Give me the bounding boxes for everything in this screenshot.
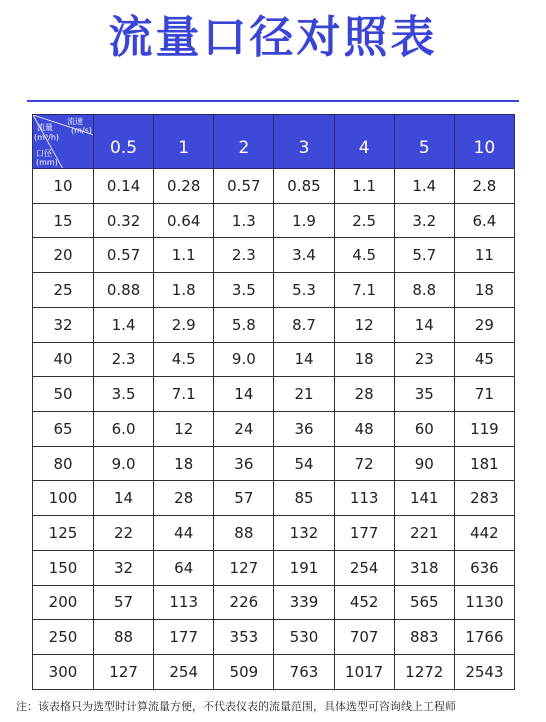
flow-value-cell: 14 — [94, 481, 154, 516]
diameter-cell: 150 — [33, 550, 94, 585]
flow-value-cell: 1.4 — [394, 169, 454, 204]
table-row — [33, 446, 515, 481]
diameter-cell: 15 — [33, 203, 94, 238]
flow-value-cell: 5.7 — [394, 238, 454, 273]
flow-value-cell: 509 — [214, 655, 274, 690]
flow-value-cell: 452 — [334, 585, 394, 620]
page-title: 流量口径对照表 — [108, 12, 438, 63]
flow-value-cell: 3.5 — [94, 377, 154, 412]
flow-value-cell: 71 — [454, 377, 514, 412]
table-row — [33, 377, 515, 412]
flow-value-cell: 177 — [154, 620, 214, 655]
flow-value-cell: 1.3 — [214, 203, 274, 238]
speed-header: 0.5 — [94, 115, 154, 169]
flow-value-cell: 2543 — [454, 655, 514, 690]
flow-value-cell: 636 — [454, 550, 514, 585]
table-row — [33, 481, 515, 516]
speed-header: 1 — [154, 115, 214, 169]
flow-value-cell: 21 — [274, 377, 334, 412]
flow-value-cell: 90 — [394, 446, 454, 481]
corner-diameter-label: 口径 — [36, 149, 52, 158]
table-row — [33, 550, 515, 585]
corner-flow-label: 流量 — [37, 123, 53, 132]
corner-flow-unit: (m³/h) — [34, 133, 60, 142]
flow-value-cell: 3.4 — [274, 238, 334, 273]
flow-value-cell: 0.57 — [214, 169, 274, 204]
corner-speed-unit: (m/s) — [71, 126, 92, 135]
flow-value-cell: 530 — [274, 620, 334, 655]
flow-value-cell: 7.1 — [154, 377, 214, 412]
flow-value-cell: 8.7 — [274, 307, 334, 342]
speed-header: 3 — [274, 115, 334, 169]
flow-value-cell: 254 — [334, 550, 394, 585]
flow-value-cell: 18 — [334, 342, 394, 377]
diameter-cell: 125 — [33, 516, 94, 551]
diameter-cell: 32 — [33, 307, 94, 342]
flow-value-cell: 442 — [454, 516, 514, 551]
flow-value-cell: 283 — [454, 481, 514, 516]
flow-value-cell: 254 — [154, 655, 214, 690]
table-row — [33, 585, 515, 620]
flow-value-cell: 18 — [454, 273, 514, 308]
table-row — [33, 273, 515, 308]
flow-value-cell: 353 — [214, 620, 274, 655]
flow-value-cell: 14 — [274, 342, 334, 377]
flow-value-cell: 88 — [94, 620, 154, 655]
flow-value-cell: 29 — [454, 307, 514, 342]
flow-value-cell: 11 — [454, 238, 514, 273]
flow-value-cell: 1.8 — [154, 273, 214, 308]
flow-value-cell: 1.9 — [274, 203, 334, 238]
diameter-cell: 20 — [33, 238, 94, 273]
flow-value-cell: 177 — [334, 516, 394, 551]
flow-value-cell: 14 — [394, 307, 454, 342]
flow-value-cell: 9.0 — [214, 342, 274, 377]
flow-value-cell: 565 — [394, 585, 454, 620]
flow-value-cell: 763 — [274, 655, 334, 690]
flow-value-cell: 64 — [154, 550, 214, 585]
table-body — [33, 169, 515, 690]
flow-value-cell: 0.88 — [94, 273, 154, 308]
flow-value-cell: 707 — [334, 620, 394, 655]
flow-value-cell: 0.64 — [154, 203, 214, 238]
table-row — [33, 238, 515, 273]
corner-cell — [33, 115, 94, 169]
flow-value-cell: 72 — [334, 446, 394, 481]
flow-value-cell: 181 — [454, 446, 514, 481]
flow-value-cell: 45 — [454, 342, 514, 377]
flow-value-cell: 113 — [334, 481, 394, 516]
flow-value-cell: 35 — [394, 377, 454, 412]
flow-value-cell: 2.8 — [454, 169, 514, 204]
table-row — [33, 655, 515, 690]
flow-value-cell: 1130 — [454, 585, 514, 620]
flow-value-cell: 18 — [154, 446, 214, 481]
flow-value-cell: 24 — [214, 412, 274, 447]
flow-value-cell: 54 — [274, 446, 334, 481]
flow-value-cell: 221 — [394, 516, 454, 551]
flow-value-cell: 5.8 — [214, 307, 274, 342]
table-row — [33, 203, 515, 238]
table-row — [33, 516, 515, 551]
flow-value-cell: 5.3 — [274, 273, 334, 308]
flow-value-cell: 23 — [394, 342, 454, 377]
flow-diameter-table — [32, 114, 515, 690]
table-row — [33, 412, 515, 447]
table-row — [33, 307, 515, 342]
flow-value-cell: 226 — [214, 585, 274, 620]
diameter-cell: 80 — [33, 446, 94, 481]
flow-value-cell: 1017 — [334, 655, 394, 690]
flow-value-cell: 8.8 — [394, 273, 454, 308]
flow-value-cell: 0.14 — [94, 169, 154, 204]
flow-value-cell: 191 — [274, 550, 334, 585]
flow-value-cell: 2.3 — [94, 342, 154, 377]
diameter-cell: 65 — [33, 412, 94, 447]
flow-value-cell: 88 — [214, 516, 274, 551]
flow-value-cell: 1766 — [454, 620, 514, 655]
flow-value-cell: 0.85 — [274, 169, 334, 204]
speed-header: 4 — [334, 115, 394, 169]
corner-speed-label: 流速 — [67, 117, 83, 126]
flow-value-cell: 1272 — [394, 655, 454, 690]
speed-header: 10 — [454, 115, 514, 169]
flow-value-cell: 22 — [94, 516, 154, 551]
diameter-cell: 250 — [33, 620, 94, 655]
flow-value-cell: 318 — [394, 550, 454, 585]
flow-value-cell: 0.57 — [94, 238, 154, 273]
diameter-cell: 40 — [33, 342, 94, 377]
flow-value-cell: 1.4 — [94, 307, 154, 342]
flow-value-cell: 127 — [94, 655, 154, 690]
flow-value-cell: 60 — [394, 412, 454, 447]
table-row — [33, 169, 515, 204]
flow-value-cell: 141 — [394, 481, 454, 516]
corner-diameter-unit: (mm) — [36, 158, 58, 167]
flow-value-cell: 32 — [94, 550, 154, 585]
flow-value-cell: 12 — [334, 307, 394, 342]
flow-value-cell: 7.1 — [334, 273, 394, 308]
flow-value-cell: 85 — [274, 481, 334, 516]
flow-value-cell: 119 — [454, 412, 514, 447]
flow-value-cell: 3.5 — [214, 273, 274, 308]
table-row — [33, 342, 515, 377]
diameter-cell: 50 — [33, 377, 94, 412]
diameter-cell: 25 — [33, 273, 94, 308]
flow-value-cell: 36 — [214, 446, 274, 481]
flow-value-cell: 48 — [334, 412, 394, 447]
flow-value-cell: 4.5 — [154, 342, 214, 377]
flow-value-cell: 113 — [154, 585, 214, 620]
flow-value-cell: 6.4 — [454, 203, 514, 238]
flow-value-cell: 1.1 — [334, 169, 394, 204]
flow-value-cell: 44 — [154, 516, 214, 551]
flow-value-cell: 883 — [394, 620, 454, 655]
diameter-cell: 10 — [33, 169, 94, 204]
flow-value-cell: 14 — [214, 377, 274, 412]
diameter-cell: 200 — [33, 585, 94, 620]
footnote: 注：该表格只为选型时计算流量方便，不代表仪表的流量范围，具体选型可咨询线上工程师 — [16, 700, 456, 713]
flow-value-cell: 127 — [214, 550, 274, 585]
flow-value-cell: 28 — [154, 481, 214, 516]
speed-header: 2 — [214, 115, 274, 169]
flow-value-cell: 12 — [154, 412, 214, 447]
flow-value-cell: 3.2 — [394, 203, 454, 238]
flow-value-cell: 4.5 — [334, 238, 394, 273]
flow-value-cell: 9.0 — [94, 446, 154, 481]
flow-value-cell: 57 — [94, 585, 154, 620]
flow-value-cell: 339 — [274, 585, 334, 620]
flow-value-cell: 0.28 — [154, 169, 214, 204]
flow-value-cell: 2.9 — [154, 307, 214, 342]
title-divider — [27, 100, 519, 102]
flow-value-cell: 2.3 — [214, 238, 274, 273]
flow-value-cell: 6.0 — [94, 412, 154, 447]
flow-value-cell: 57 — [214, 481, 274, 516]
table-row — [33, 620, 515, 655]
flow-value-cell: 1.1 — [154, 238, 214, 273]
flow-value-cell: 132 — [274, 516, 334, 551]
flow-value-cell: 28 — [334, 377, 394, 412]
header-row — [33, 115, 515, 169]
diameter-cell: 300 — [33, 655, 94, 690]
speed-header: 5 — [394, 115, 454, 169]
flow-value-cell: 36 — [274, 412, 334, 447]
diameter-cell: 100 — [33, 481, 94, 516]
flow-value-cell: 2.5 — [334, 203, 394, 238]
flow-value-cell: 0.32 — [94, 203, 154, 238]
